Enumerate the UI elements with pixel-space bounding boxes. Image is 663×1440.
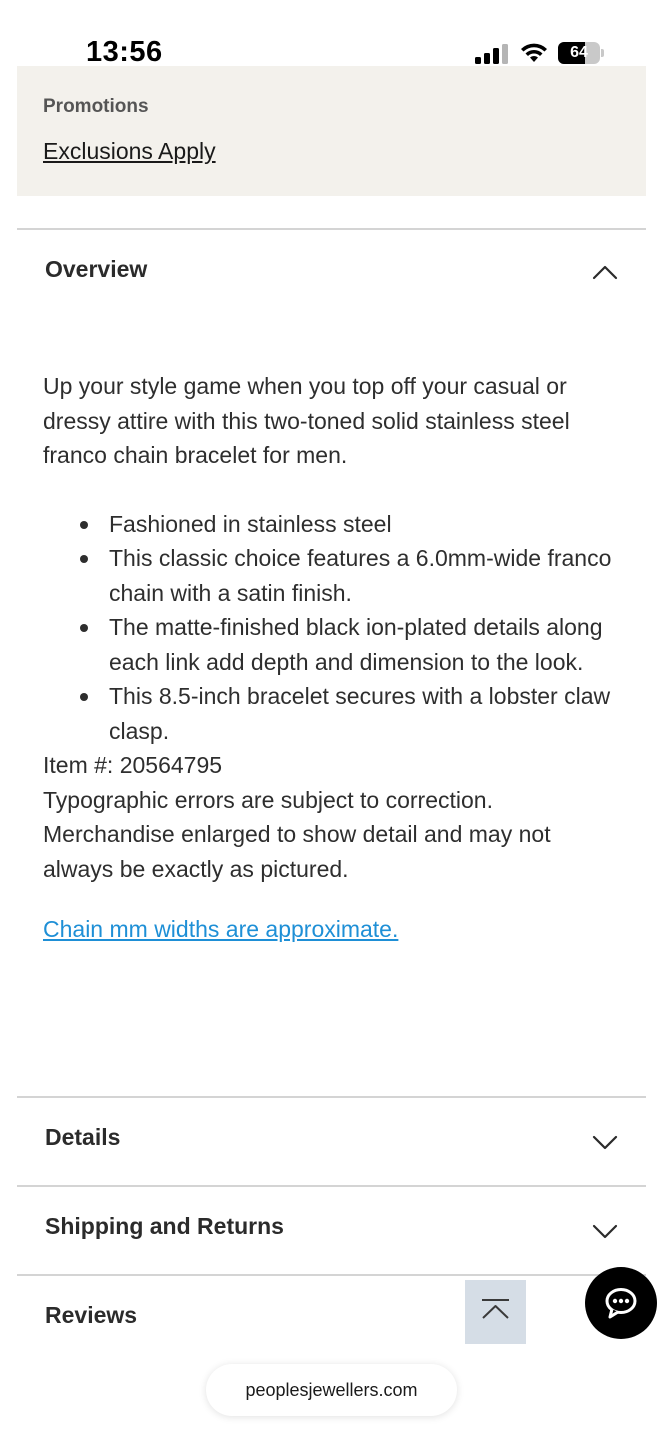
exclusions-apply-link[interactable]: Exclusions Apply — [43, 138, 216, 164]
battery-icon — [558, 42, 604, 64]
product-description: Up your style game when you top off your casual or dressy attire with this two-toned solid stainless steel franco chain bracelet for men. — [43, 373, 570, 468]
feature-item: Fashioned in stainless steel — [109, 507, 623, 542]
feature-item: This 8.5-inch bracelet secures with a lobster claw clasp. — [109, 679, 623, 748]
item-number: Item #: 20564795 — [43, 752, 223, 778]
overview-content — [43, 369, 623, 947]
disclaimer-text: Typographic errors are subject to correction. Merchandise enlarged to show detail and may not always be exactly as pictured. — [43, 786, 551, 882]
browser-url-bar[interactable]: peoplesjewellers.com — [206, 1364, 457, 1416]
status-time: 13:56 — [86, 36, 163, 68]
shipping-title: Shipping and Returns — [45, 1213, 284, 1239]
back-to-top-button[interactable] — [465, 1280, 526, 1344]
details-title: Details — [45, 1124, 121, 1150]
overview-title: Overview — [45, 256, 148, 282]
chevron-up-icon[interactable] — [592, 264, 618, 280]
cellular-signal-icon — [475, 44, 509, 64]
feature-item: This classic choice features a 6.0mm-wide franco chain with a satin finish. — [109, 541, 623, 610]
chevron-down-icon[interactable] — [592, 1134, 618, 1150]
battery-tip — [601, 49, 604, 57]
shipping-header[interactable] — [17, 1187, 646, 1275]
chat-bubble-icon — [603, 1285, 639, 1321]
promotions-title: Promotions — [43, 96, 149, 117]
back-to-top-icon — [480, 1298, 511, 1324]
feature-item: The matte-finished black ion-plated details along each link add depth and dimension to the look. — [109, 610, 623, 679]
status-bar — [0, 0, 663, 66]
overview-header[interactable] — [17, 230, 646, 318]
chain-width-link[interactable]: Chain mm widths are approximate. — [43, 916, 399, 942]
feature-list — [43, 507, 623, 749]
chevron-down-icon[interactable] — [592, 1223, 618, 1239]
chat-button[interactable] — [585, 1267, 657, 1339]
battery-level: 64 — [570, 44, 588, 61]
battery-body — [558, 42, 600, 64]
wifi-icon — [520, 42, 548, 64]
reviews-title: Reviews — [45, 1302, 138, 1328]
promotions-box — [17, 66, 646, 196]
reviews-header[interactable] — [17, 1276, 646, 1364]
details-header[interactable] — [17, 1098, 646, 1186]
